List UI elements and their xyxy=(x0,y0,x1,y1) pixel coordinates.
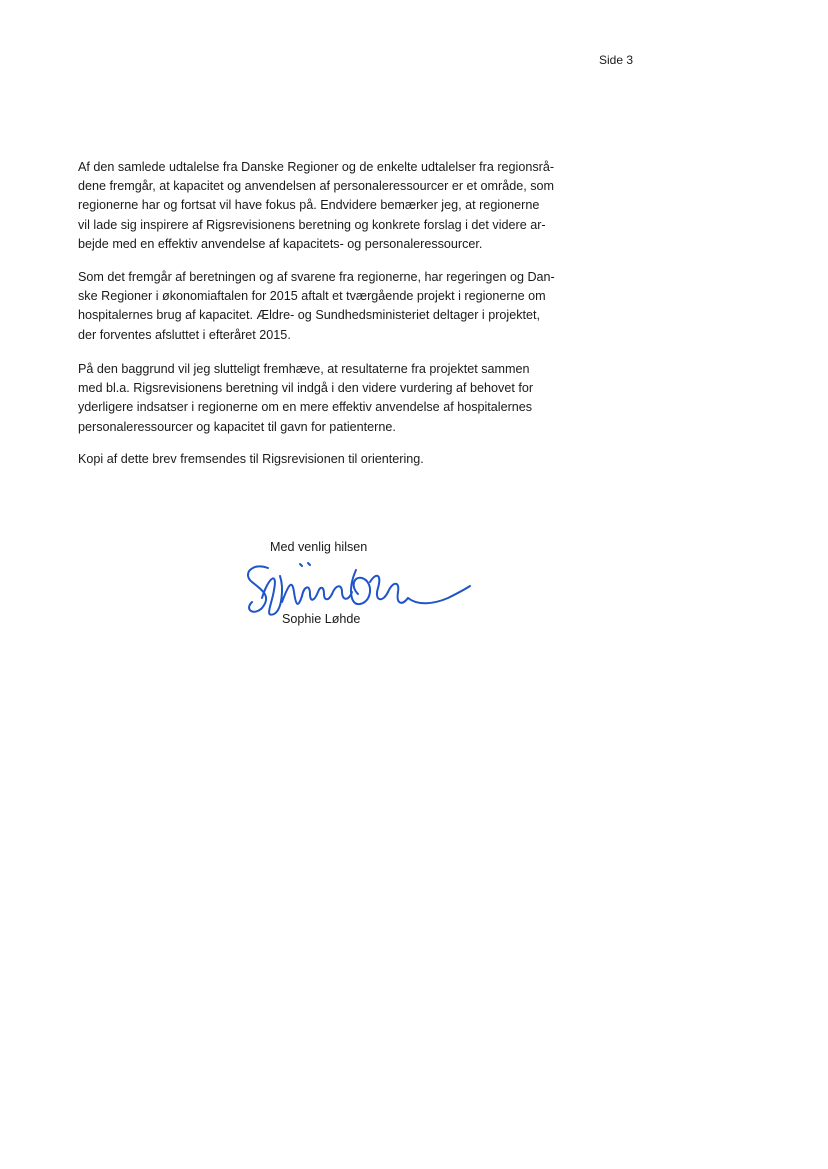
paragraph-conclusion: På den baggrund vil jeg slutteligt fremhæve, at resultaterne fra projektet sammen med bl.a. Rigsrevisionens beretning vil indgå i den videre vurdering af behovet for yderligere indsatser i regionerne om en mere effektiv anvendelse af hospitalernes personaleressourcer og kapacitet til gavn for patienterne. xyxy=(78,362,534,434)
signer-name: Sophie Løhde xyxy=(282,612,361,626)
closing-greeting: Med venlig hilsen xyxy=(270,540,368,554)
paragraph-cross-regional-project: Som det fremgår af beretningen og af svarene fra regionerne, har regeringen og Dan- ske Regioner i økonomiaftalen for 2015 aftalt et tværgående projekt i regionerne om hospitalernes brug af kapacitet. Ældre- og Sundhedsministeriet deltager i projektet, der forventes afsluttet i efteråret 2015. xyxy=(78,270,555,342)
paragraph-capacity-focus: Af den samlede udtalelse fra Danske Regioner og de enkelte udtalelser fra regionsrå- dene fremgår, at kapacitet og anvendelsen af personaleressourcer er et område, som regionerne har og fortsat vil have fokus på. Endvidere bemærker jeg, at regionerne vil lade sig inspirere af Rigsrevisionens beretning og konkrete forslag i det videre ar- bejde med en effektiv anvendelse af kapacitets- og personaleressourcer. xyxy=(78,160,555,251)
page-number: Side 3 xyxy=(599,53,634,67)
paragraph-copy-notice: Kopi af dette brev fremsendes til Rigsrevisionen til orientering. xyxy=(78,452,424,466)
